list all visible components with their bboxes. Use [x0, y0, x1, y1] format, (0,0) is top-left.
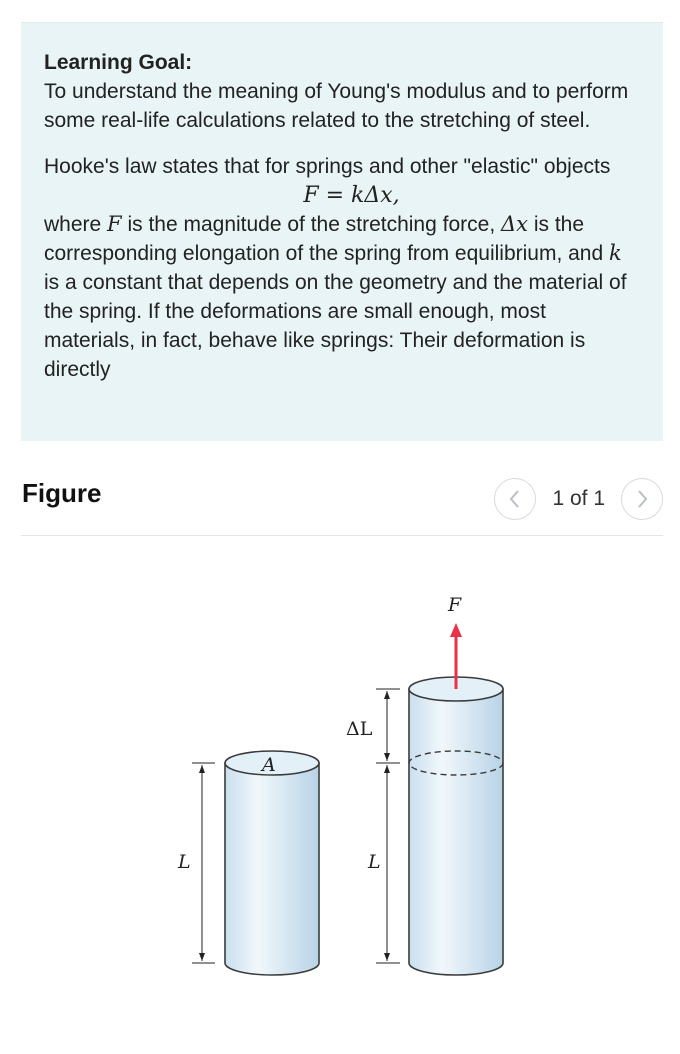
- where-text-4: is a constant that depends on the geometry and the material of the spring. If the deformations are small enough, most materials, in fact, behave like springs: Their deformation is directly: [44, 271, 627, 381]
- hookes-law-equation: F = kΔx,: [303, 183, 400, 208]
- label-length-left: L: [178, 851, 191, 873]
- figure-title: Figure: [22, 478, 102, 508]
- figure-pager: [494, 478, 663, 520]
- where-text-3: is the corresponding elongation of the spring from equilibrium, and: [44, 213, 610, 265]
- youngs-modulus-figure: [160, 585, 540, 995]
- chevron-right-icon: [635, 489, 649, 509]
- var-f: F: [107, 212, 122, 236]
- learning-goal-panel: [21, 23, 663, 441]
- stretched-cylinder: [409, 677, 503, 975]
- force-arrow: [447, 594, 462, 689]
- length-dimension-left: [177, 763, 215, 963]
- label-area: A: [262, 754, 276, 776]
- hookes-law-intro: Hooke's law states that for springs and other "elastic" objects: [44, 155, 611, 178]
- figure-divider: [21, 535, 663, 536]
- prev-figure-button[interactable]: [494, 478, 536, 520]
- hookes-law-paragraph: [44, 152, 639, 384]
- label-delta-length: ΔL: [346, 718, 373, 740]
- label-length-right: L: [368, 851, 381, 873]
- learning-goal-text: To understand the meaning of Young's modulus and to perform some real-life calculations related to the stretching of steel.: [44, 80, 629, 132]
- figure-header: [21, 470, 663, 530]
- label-force: F: [448, 594, 462, 616]
- page-indicator: 1 of 1: [552, 487, 605, 510]
- length-dimension-right: [346, 689, 400, 963]
- where-text-2: is the magnitude of the stretching force,: [121, 213, 501, 236]
- var-delta-x: Δx: [500, 212, 528, 236]
- learning-goal-title: Learning Goal:: [44, 51, 193, 74]
- where-text-1: where: [44, 213, 108, 236]
- unstretched-cylinder: [225, 751, 319, 975]
- next-figure-button[interactable]: [621, 478, 663, 520]
- chevron-left-icon: [508, 489, 522, 509]
- var-k: k: [609, 241, 622, 265]
